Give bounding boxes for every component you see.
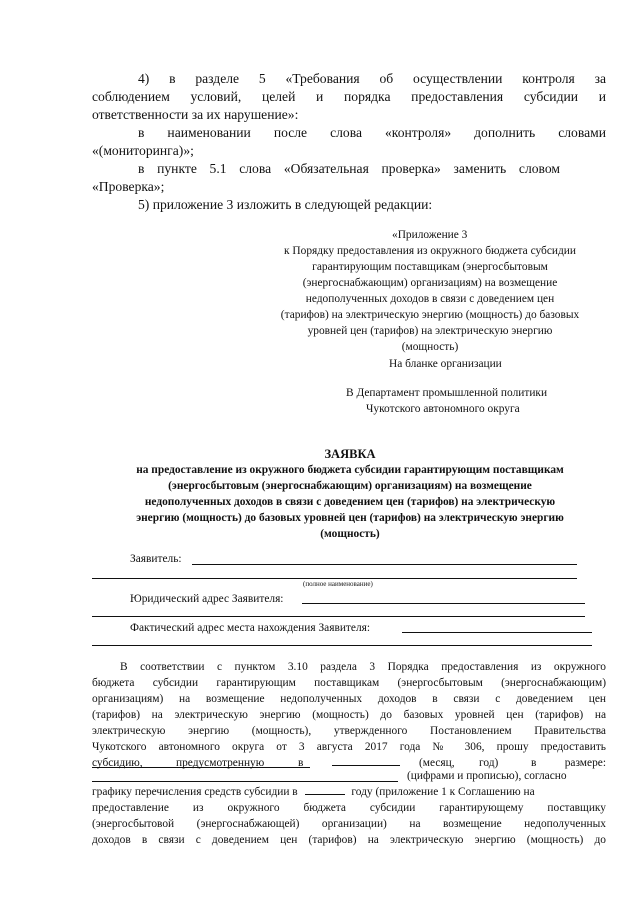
legal-address-field-continued[interactable] bbox=[92, 616, 585, 617]
body-line-6: Чукотского автономного округа от 3 августа 2017 года № 306, прошу предоставить bbox=[92, 741, 606, 753]
amendment-item4-name-line1: в наименовании после слова «контроля» дополнить словами bbox=[138, 125, 606, 140]
subtitle-line: на предоставление из окружного бюджета субсидии гарантирующим поставщикам bbox=[136, 464, 564, 476]
body-word: размере: bbox=[564, 757, 606, 769]
amendment-item4-line2: соблюдением условий, целей и порядка предоставления субсидии и bbox=[92, 89, 606, 104]
subtitle-line: недополученных доходов в связи с доведением цен (тарифов) на электрическую bbox=[144, 496, 556, 508]
appendix-line: (энергоснабжающим) организациям) на возмещение bbox=[302, 277, 558, 289]
applicant-caption: (полное наименование) bbox=[303, 580, 373, 588]
appendix-line: (мощность) bbox=[401, 341, 459, 353]
amendment-item4-point-line2: «Проверка»; bbox=[92, 179, 165, 194]
schedule-year-field[interactable] bbox=[305, 784, 345, 795]
addressee-line2: Чукотского автономного округа bbox=[366, 403, 520, 415]
body-line-3: организациям) на возмещение недополученных доходов в связи с доведением цен bbox=[92, 693, 606, 705]
applicant-label: Заявитель: bbox=[130, 553, 182, 565]
amendment-item4-point-line1: в пункте 5.1 слова «Обязательная проверка» заменить словом bbox=[138, 161, 560, 176]
appendix-line: гарантирующим поставщикам (энергосбытовым bbox=[312, 261, 548, 273]
body-line-12: (энергосбытовой (энергоснабжающей) организации) на возмещение недополученных bbox=[92, 818, 606, 830]
month-year-field[interactable] bbox=[332, 755, 400, 766]
appendix-line: уровней цен (тарифов) на электрическую энергию bbox=[307, 325, 553, 337]
body-word: субсидию, bbox=[92, 757, 143, 769]
actual-address-field[interactable] bbox=[402, 632, 592, 633]
amendment-item4-line1: 4) в разделе 5 «Требования об осуществлении контроля за bbox=[138, 71, 606, 86]
body-line-10 bbox=[92, 784, 606, 800]
legal-address-label: Юридический адрес Заявителя: bbox=[130, 593, 284, 605]
amount-words-field[interactable] bbox=[92, 781, 398, 782]
body-word: год) bbox=[479, 757, 499, 769]
body-word: (месяц, bbox=[419, 757, 455, 769]
body-line-9: (цифрами и прописью), согласно bbox=[407, 770, 567, 782]
amendment-item5: 5) приложение 3 изложить в следующей редакции: bbox=[138, 197, 433, 212]
body-line-2: бюджета субсидии гарантирующим поставщикам (энергосбытовым (энергоснабжающим) bbox=[92, 677, 606, 689]
appendix-line: недополученных доходов в связи с доведением цен bbox=[305, 293, 555, 305]
application-title: ЗАЯВКА bbox=[324, 447, 376, 461]
applicant-field-continued[interactable] bbox=[92, 578, 577, 579]
appendix-line: (тарифов) на электрическую энергию (мощность) до базовых bbox=[280, 309, 580, 321]
body-line-11: предоставление из окружного бюджета субсидии гарантирующему поставщику bbox=[92, 802, 606, 814]
actual-address-field-continued[interactable] bbox=[92, 645, 592, 646]
body-line-5: электрическую энергию (мощность), утвержденного Постановлением Правительства bbox=[92, 725, 606, 737]
legal-address-field[interactable] bbox=[302, 603, 585, 604]
appendix-header bbox=[252, 227, 608, 355]
subtitle-line: (мощность) bbox=[320, 528, 380, 540]
amount-field[interactable] bbox=[92, 767, 310, 768]
appendix-line: к Порядку предоставления из окружного бюджета субсидии bbox=[284, 245, 576, 257]
addressee-line1: В Департамент промышленной политики bbox=[346, 387, 548, 399]
body-word: в bbox=[298, 757, 304, 769]
subtitle-line: энергию (мощность) до базовых уровней цен (тарифов) на электрическую энергию bbox=[136, 512, 564, 524]
body-line-4: (тарифов) на электрическую энергию (мощность) до базовых уровней цен (тарифов) на bbox=[92, 709, 606, 721]
subtitle-line: (энергосбытовым (энергоснабжающим) организациям) на возмещение bbox=[168, 480, 532, 492]
appendix-title: «Приложение 3 bbox=[392, 229, 468, 241]
body-word: в bbox=[531, 757, 537, 769]
amendment-item4-line3: ответственности за их нарушение»: bbox=[92, 107, 299, 122]
applicant-field[interactable] bbox=[192, 564, 577, 565]
body-text: году (приложение 1 к Соглашению на bbox=[351, 786, 535, 798]
application-subtitle bbox=[80, 462, 620, 542]
body-text: графику перечисления средств субсидии в bbox=[92, 786, 298, 798]
body-line-13: доходов в связи с доведением цен (тарифов) на электрическую энергию (мощность) до bbox=[92, 834, 606, 846]
actual-address-label: Фактический адрес места нахождения Заявителя: bbox=[130, 622, 371, 634]
letterhead-note: На бланке организации bbox=[389, 358, 502, 370]
amendment-item4-name-line2: «(мониторинга)»; bbox=[92, 143, 194, 158]
body-line-1: В соответствии с пунктом 3.10 раздела 3 Порядка предоставления из окружного bbox=[120, 661, 606, 673]
addressee bbox=[346, 385, 626, 417]
body-word: предусмотренную bbox=[176, 757, 265, 769]
